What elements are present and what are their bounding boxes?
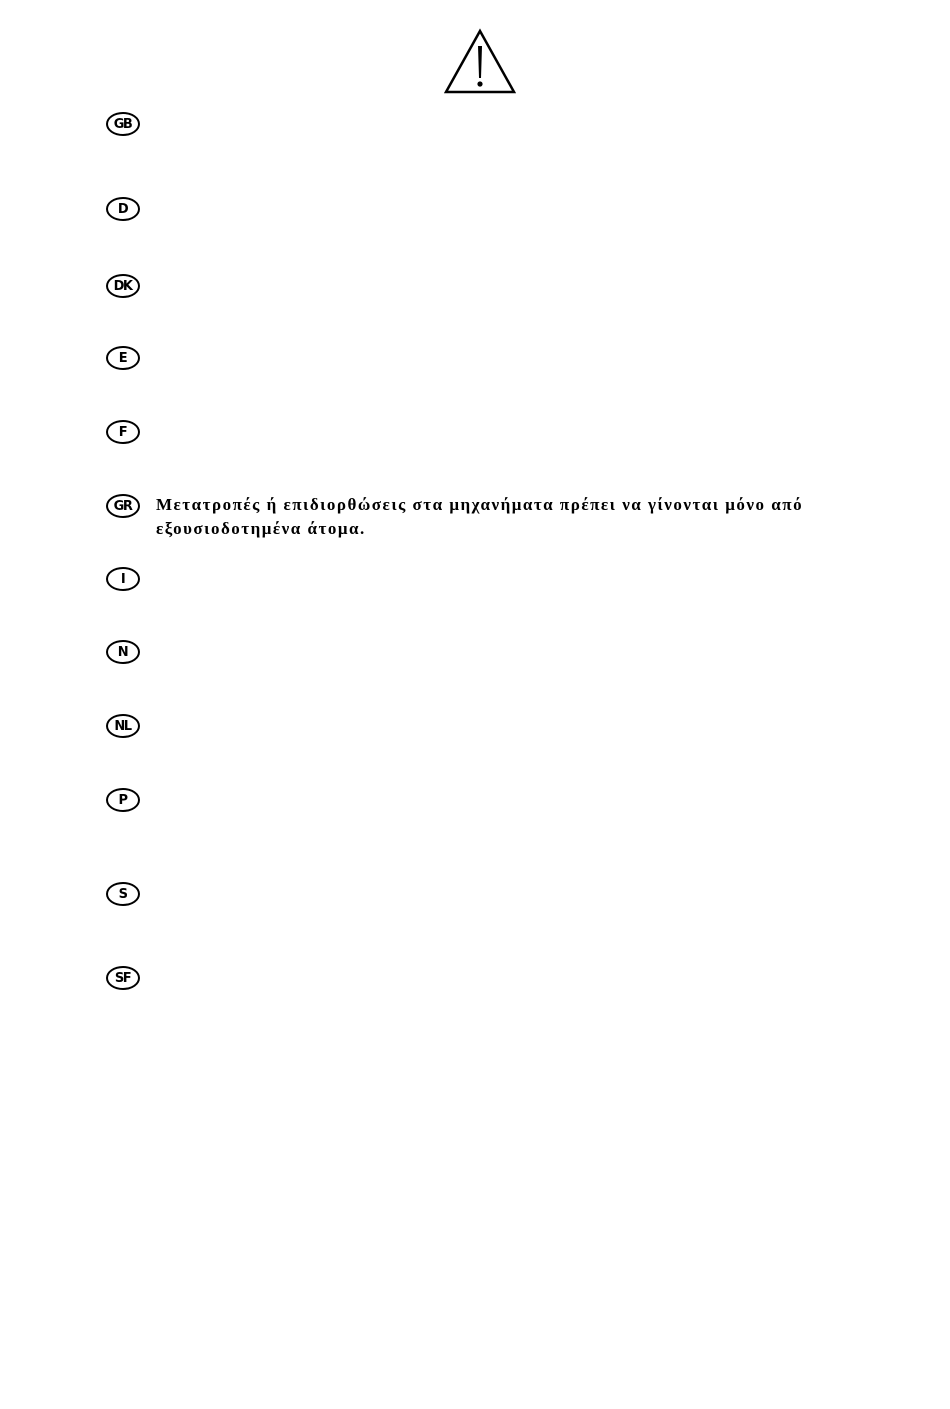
language-badge-s: S [106, 882, 140, 906]
language-badge-p: P [106, 788, 140, 812]
language-badge-e: E [106, 346, 140, 370]
greek-warning-text: Μετατροπές ή επιδιορθώσεις στα μηχανήματα πρέπει να γίνονται μόνο από εξουσιοδοτημένα άτομα. [156, 495, 804, 538]
warning-triangle-icon [444, 28, 516, 94]
language-badge-nl: NL [106, 714, 140, 738]
language-badge-sf: SF [106, 966, 140, 990]
language-badge-gb: GB [106, 112, 140, 136]
language-badge-d: D [106, 197, 140, 221]
language-badge-gr: GR [106, 494, 140, 518]
language-badge-dk: DK [106, 274, 140, 298]
language-badge-i: I [106, 567, 140, 591]
language-badge-n: N [106, 640, 140, 664]
language-badge-f: F [106, 420, 140, 444]
